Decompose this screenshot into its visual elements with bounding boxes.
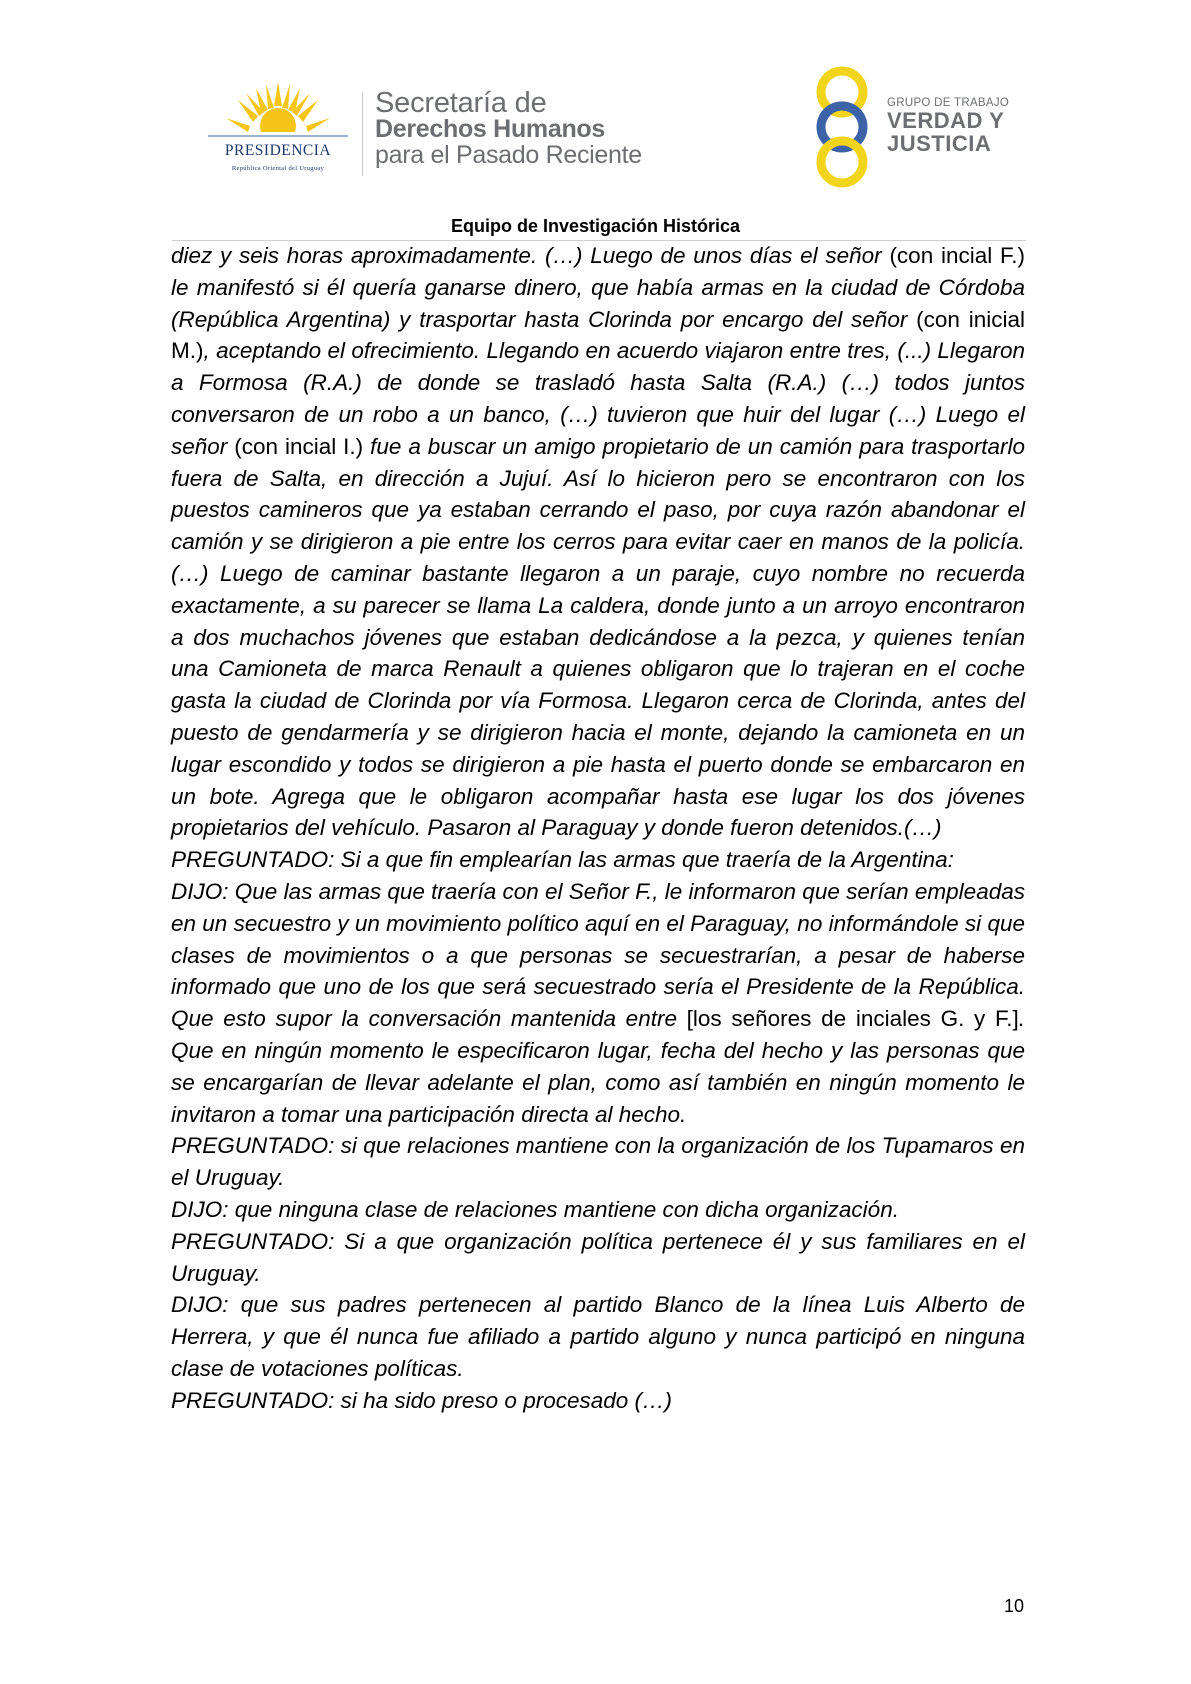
paragraph <box>171 876 1025 1130</box>
redaction-note: (con incial F.) <box>889 243 1025 268</box>
text-run: fue a buscar un amigo propietario de un camión para trasportarlo fuera de Salta, en dirección a Jujuí. Así lo hicieron pero se encontraron con los puestos camineros que ya estaban cerrando el paso, por cuya razón abandonar el camión y se dirigieron a pie entre los cerros para evitar caer en manos de la policía. (…) Luego de caminar bastante llegaron a un paraje, cuyo nombre no recuerda exactamente, a su parecer se llama La caldera, donde junto a un arroyo encontraron a dos muchachos jóvenes que estaban dedicándose a la pezca, y quienes tenían una Camioneta de marca Renault a quienes obligaron que lo trajeran en el coche gasta la ciudad de Clorinda por vía Formosa. Llegaron cerca de Clorinda, antes del puesto de gendarmería y se dirigieron hacia el monte, dejando la camioneta en un lugar escondido y todos se dirigieron a pie hasta el puerto donde se embarcaron en un bote. Agrega que le obligaron acompañar hasta ese lugar los dos jóvenes propietarios del vehículo. Pasaron al Paraguay y donde fueron detenidos.(…) <box>171 433 1025 841</box>
page-number: 10 <box>1004 1596 1025 1616</box>
grupo-line3: JUSTICIA <box>887 131 992 156</box>
presidencia-logo <box>198 80 358 180</box>
document-body <box>171 240 1025 1416</box>
secretaria-line2: Derechos Humanos <box>375 115 605 143</box>
secretaria-line1: Secretaría de <box>375 87 547 119</box>
paragraph: PREGUNTADO: si que relaciones mantiene con la organización de los Tupamaros en el Uruguay. <box>171 1133 1025 1191</box>
secretaria-line3: para el Pasado Reciente <box>375 141 642 169</box>
redaction-note: (con incial I.) <box>234 433 364 459</box>
sun-emblem-icon <box>198 80 358 142</box>
presidencia-word: PRESIDENCIA <box>224 142 332 159</box>
grupo-line2: VERDAD Y <box>887 108 1005 133</box>
text-run: diez y seis horas aproximadamente. (…) Luego de unos días el señor <box>171 243 890 268</box>
redaction-note: (con inicial M.) <box>171 306 1026 364</box>
paragraph: DIJO: que ninguna clase de relaciones mantiene con dicha organización. <box>171 1196 899 1222</box>
secretaria-logo-text <box>375 87 642 169</box>
grupo-logo-text <box>887 97 1009 155</box>
paragraph: PREGUNTADO: Si a que fin emplearían las armas que traería de la Argentina: <box>171 847 954 873</box>
paragraph: PREGUNTADO: Si a que organización política pertenece él y sus familiares en el Uruguay. <box>171 1228 1025 1286</box>
team-heading: Equipo de Investigación Histórica <box>450 216 741 236</box>
paragraph: PREGUNTADO: si ha sido preso o procesado (…) <box>171 1387 673 1413</box>
text-run: , aceptando el ofrecimiento. Llegando en acuerdo viajaron entre tres, (...) Llegaron a Formosa (R.A.) de donde se trasladó hasta Salta (R.A.) (…) todos juntos conversaron de un robo a un banco, (…) tuvieron que huir del lugar (…) Luego el señor <box>171 338 1025 459</box>
text-run: DIJO: Que las armas que traería con el Señor F., le informaron que serían empleadas en un secuestro y un movimiento político aquí en el Paraguay, no informándole si que clases de movimientos o a que personas se secuestrarían, a pesar de haberse informado que uno de los que será secuestrado sería el Presidente de la República. Que esto supor la conversación mantenida entre <box>171 878 1025 1032</box>
paragraph: DIJO: que sus padres pertenecen al partido Blanco de la línea Luis Alberto de Herrera, y que él nunca fue afiliado a partido alguno y nunca participó en ninguna clase de votaciones políticas. <box>171 1292 1025 1381</box>
text-run: . Que en ningún momento le especificaron lugar, fecha del hecho y las personas que se encargarían de llevar adelante el plan, como así también en ningún momento le invitaron a tomar una participación directa al hecho. <box>171 1006 1025 1127</box>
text-run: señor <box>851 306 908 332</box>
text-run: le manifestó si él quería ganarse dinero, que había armas en la ciudad de Córdoba (República Argentina) y trasportar hasta Clorinda por encargo del <box>171 274 1025 332</box>
header-separator <box>362 92 363 176</box>
grupo-line1: GRUPO DE TRABAJO <box>887 97 1010 109</box>
presidencia-subtitle: República Oriental del Uruguay <box>231 165 325 172</box>
redaction-note: [los señores de inciales G. y F.] <box>686 1006 1019 1032</box>
paragraph <box>171 240 1025 844</box>
